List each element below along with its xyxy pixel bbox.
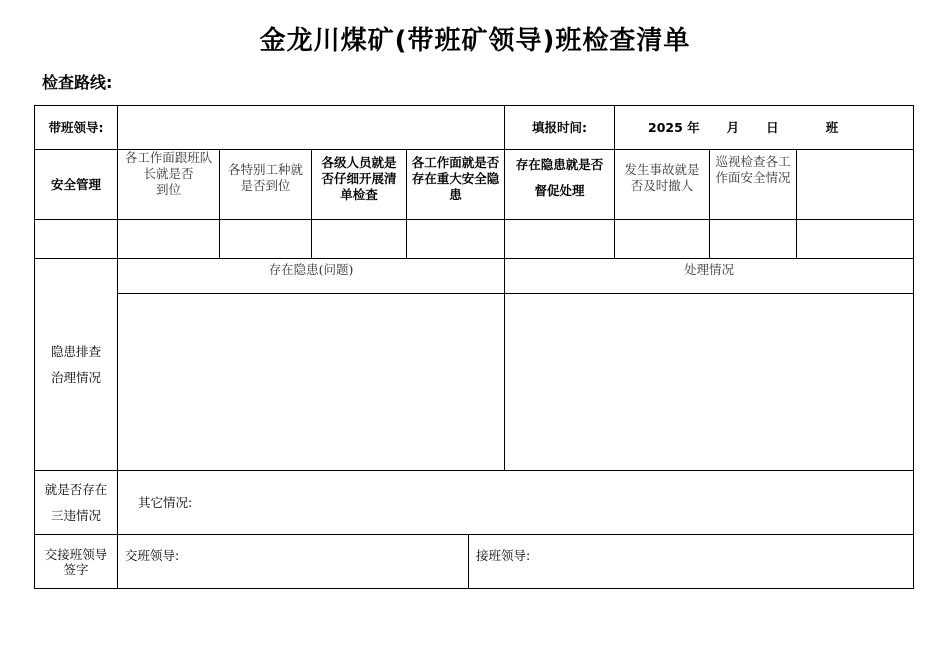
signature-label: 交接班领导签字 bbox=[34, 534, 118, 589]
hazard-handling-header: 处理情况 bbox=[504, 258, 914, 294]
safety-col-7: 巡视检查各工作面安全情况 bbox=[709, 149, 797, 220]
shift-text: 班 bbox=[825, 119, 839, 135]
takeover-field[interactable] bbox=[468, 534, 914, 589]
handover-field[interactable] bbox=[117, 534, 469, 589]
date-field[interactable] bbox=[614, 105, 914, 150]
hazard-issues-field[interactable] bbox=[117, 293, 505, 471]
answer-cell[interactable] bbox=[796, 219, 914, 259]
safety-col-6: 发生事故就是否及时撤人 bbox=[614, 149, 710, 220]
violations-label: 就是否存在 三违情况 bbox=[34, 470, 118, 535]
safety-col-1: 各工作面跟班队长就是否 到位 bbox=[117, 149, 220, 220]
fill-time-label: 填报时间: bbox=[504, 105, 615, 150]
year-text: 2025 年 bbox=[648, 119, 700, 135]
day-text: 日 bbox=[766, 119, 779, 135]
safety-col-5: 存在隐患就是否 督促处理 bbox=[504, 149, 615, 220]
other-situation-label: 其它情况: bbox=[138, 494, 193, 510]
answer-cell[interactable] bbox=[117, 219, 220, 259]
takeover-label: 接班领导: bbox=[476, 548, 531, 563]
answer-cell[interactable] bbox=[34, 219, 118, 259]
safety-label: 安全管理 bbox=[34, 149, 118, 220]
route-label: 检查路线: bbox=[42, 73, 113, 92]
hazard-issues-header: 存在隐患(问题) bbox=[117, 258, 505, 294]
safety-col-2: 各特别工种就是否到位 bbox=[219, 149, 312, 220]
answer-cell[interactable] bbox=[504, 219, 615, 259]
answer-cell[interactable] bbox=[709, 219, 797, 259]
answer-cell[interactable] bbox=[406, 219, 505, 259]
hazard-label: 隐患排查 治理情况 bbox=[34, 258, 118, 471]
answer-cell[interactable] bbox=[311, 219, 407, 259]
safety-col-4: 各工作面就是否存在重大安全隐患 bbox=[406, 149, 505, 220]
page-title: 金龙川煤矿(带班矿领导)班检查清单 bbox=[259, 26, 691, 56]
hazard-handling-field[interactable] bbox=[504, 293, 914, 471]
safety-col-3: 各级人员就是否仔细开展清单检查 bbox=[311, 149, 407, 220]
safety-col-8 bbox=[796, 149, 914, 220]
leader-field[interactable] bbox=[117, 105, 505, 150]
answer-cell[interactable] bbox=[614, 219, 710, 259]
other-situation-field[interactable] bbox=[117, 470, 914, 535]
leader-label: 带班领导: bbox=[34, 105, 118, 150]
month-text: 月 bbox=[726, 119, 740, 135]
handover-label: 交班领导: bbox=[125, 548, 180, 563]
answer-cell[interactable] bbox=[219, 219, 312, 259]
